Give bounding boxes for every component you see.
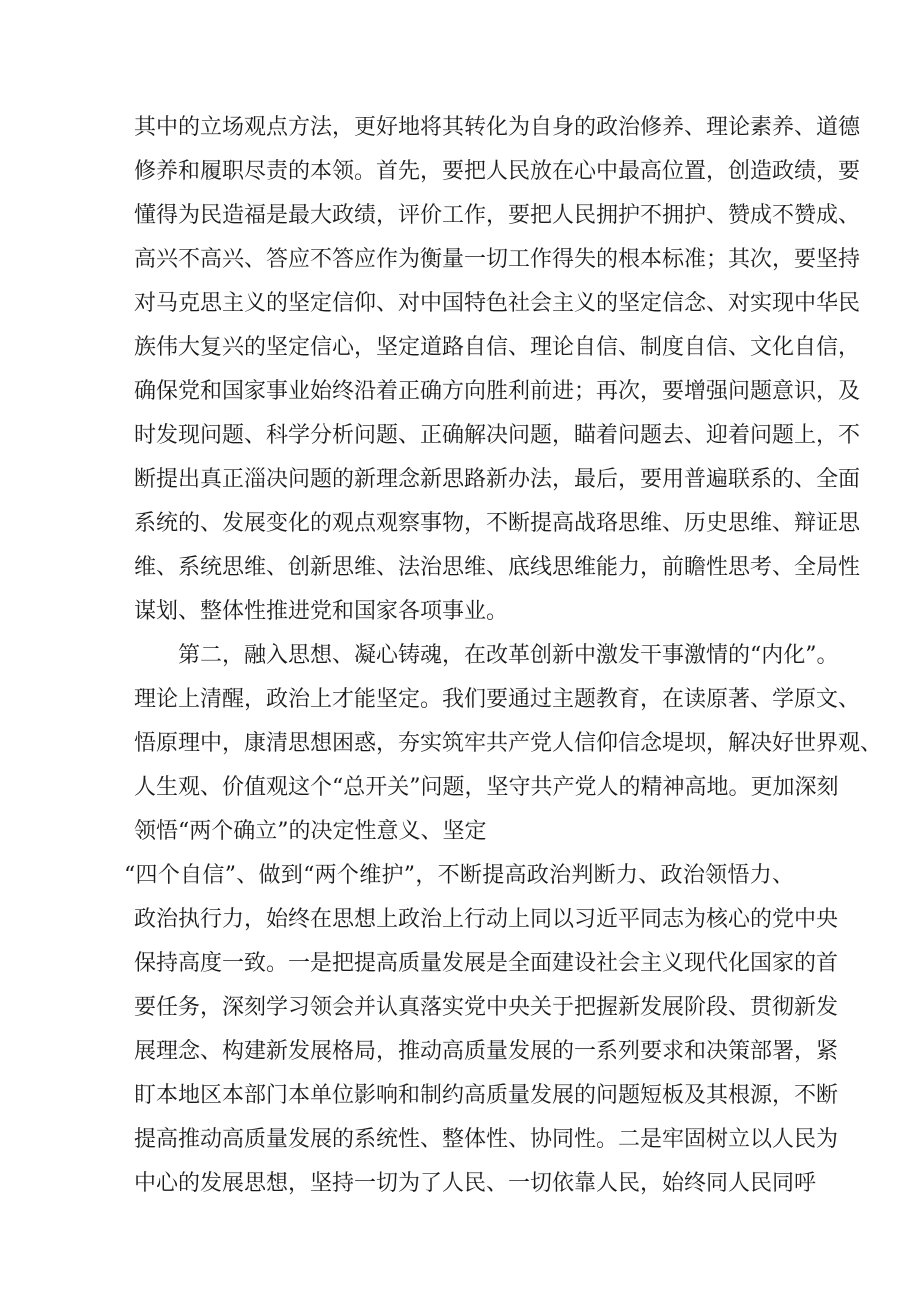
text-line: 时发现问题、科学分析问题、正确解决问题，瞄着问题去、迎着问题上，不 [134, 423, 861, 448]
text-line: 政治执行力，始终在思想上政治上行动上同以习近平同志为核心的党中央 [134, 907, 839, 932]
text-line: 提高推动高质量发展的系统性、整体性、协同性。二是牢固树立以人民为 [134, 1127, 839, 1152]
text-line: 系统的、发展变化的观点观察事物，不断提高战珞思维、历史思维、辩证思 [134, 511, 861, 536]
text-line: 懂得为民造福是最大政绩，评价工作，要把人民拥护不拥护、赞成不赞成、 [134, 203, 861, 228]
text-line: 高兴不高兴、答应不答应作为衡量一切工作得失的根本标准；其次，要坚持 [134, 247, 861, 272]
text-line: 悟原理中，康清思想困惑，夯实筑牢共产党人信仰信念堤坝，解决好世界观、 [134, 731, 883, 756]
text-line: 盯本地区本部门本单位影响和制约高质量发展的问题短板及其根源，不断 [134, 1083, 839, 1108]
text-line: 修养和履职尽责的本领。首先，要把人民放在心中最高位置，创造政绩，要 [134, 159, 861, 184]
text-line: 展理念、构建新发展格局，推动高质量发展的一系列要求和决策部署，紧 [134, 1039, 839, 1064]
text-line: 其中的立场观点方法，更好地将其转化为自身的政治修养、理论素养、道德 [134, 115, 861, 140]
text-line: 保持高度一致。一是把提高质量发展是全面建设社会主义现代化国家的首 [134, 951, 839, 976]
text-line: 族伟大复兴的坚定信心，坚定道路自信、理论自信、制度自信、文化自信， [134, 335, 861, 360]
text-line: 维、系统思维、创新思维、法治思维、底线思维能力，前瞻性思考、全局性 [134, 555, 861, 580]
section-heading-line: 第二，融入思想、凝心铸魂，在改革创新中激发干事激情的“内化”。 [178, 643, 839, 668]
text-line: 中心的发展思想，坚持一切为了人民、一切依靠人民，始终同人民同呼 [134, 1171, 817, 1196]
text-line: 人生观、价值观这个“总开关”问题，坚守共产党人的精神高地。更加深刻 [134, 775, 839, 800]
text-line: 理论上清醒，政治上才能坚定。我们要通过主题教育，在读原著、学原文、 [134, 687, 861, 712]
text-line: 要任务，深刻学习领会并认真落实党中央关于把握新发展阶段、贯彻新发 [134, 995, 839, 1020]
text-line: 断提出真正淄决问题的新理念新思路新办法，最后，要用普遍联系的、全面 [134, 467, 861, 492]
text-line: 领悟“两个确立”的决定性意义、坚定 [134, 819, 487, 844]
text-line: “四个自信”、做到“两个维护”，不断提高政治判断力、政治领悟力、 [124, 863, 794, 888]
text-line: 对马克思主义的坚定信仰、对中国特色社会主义的坚定信念、对实现中华民 [134, 291, 861, 316]
text-line: 确保党和国家事业始终沿着正确方向胜利前进；再次，要增强问题意识，及 [134, 379, 861, 404]
text-line: 谋划、整体性推进党和国家各项事业。 [134, 599, 509, 624]
